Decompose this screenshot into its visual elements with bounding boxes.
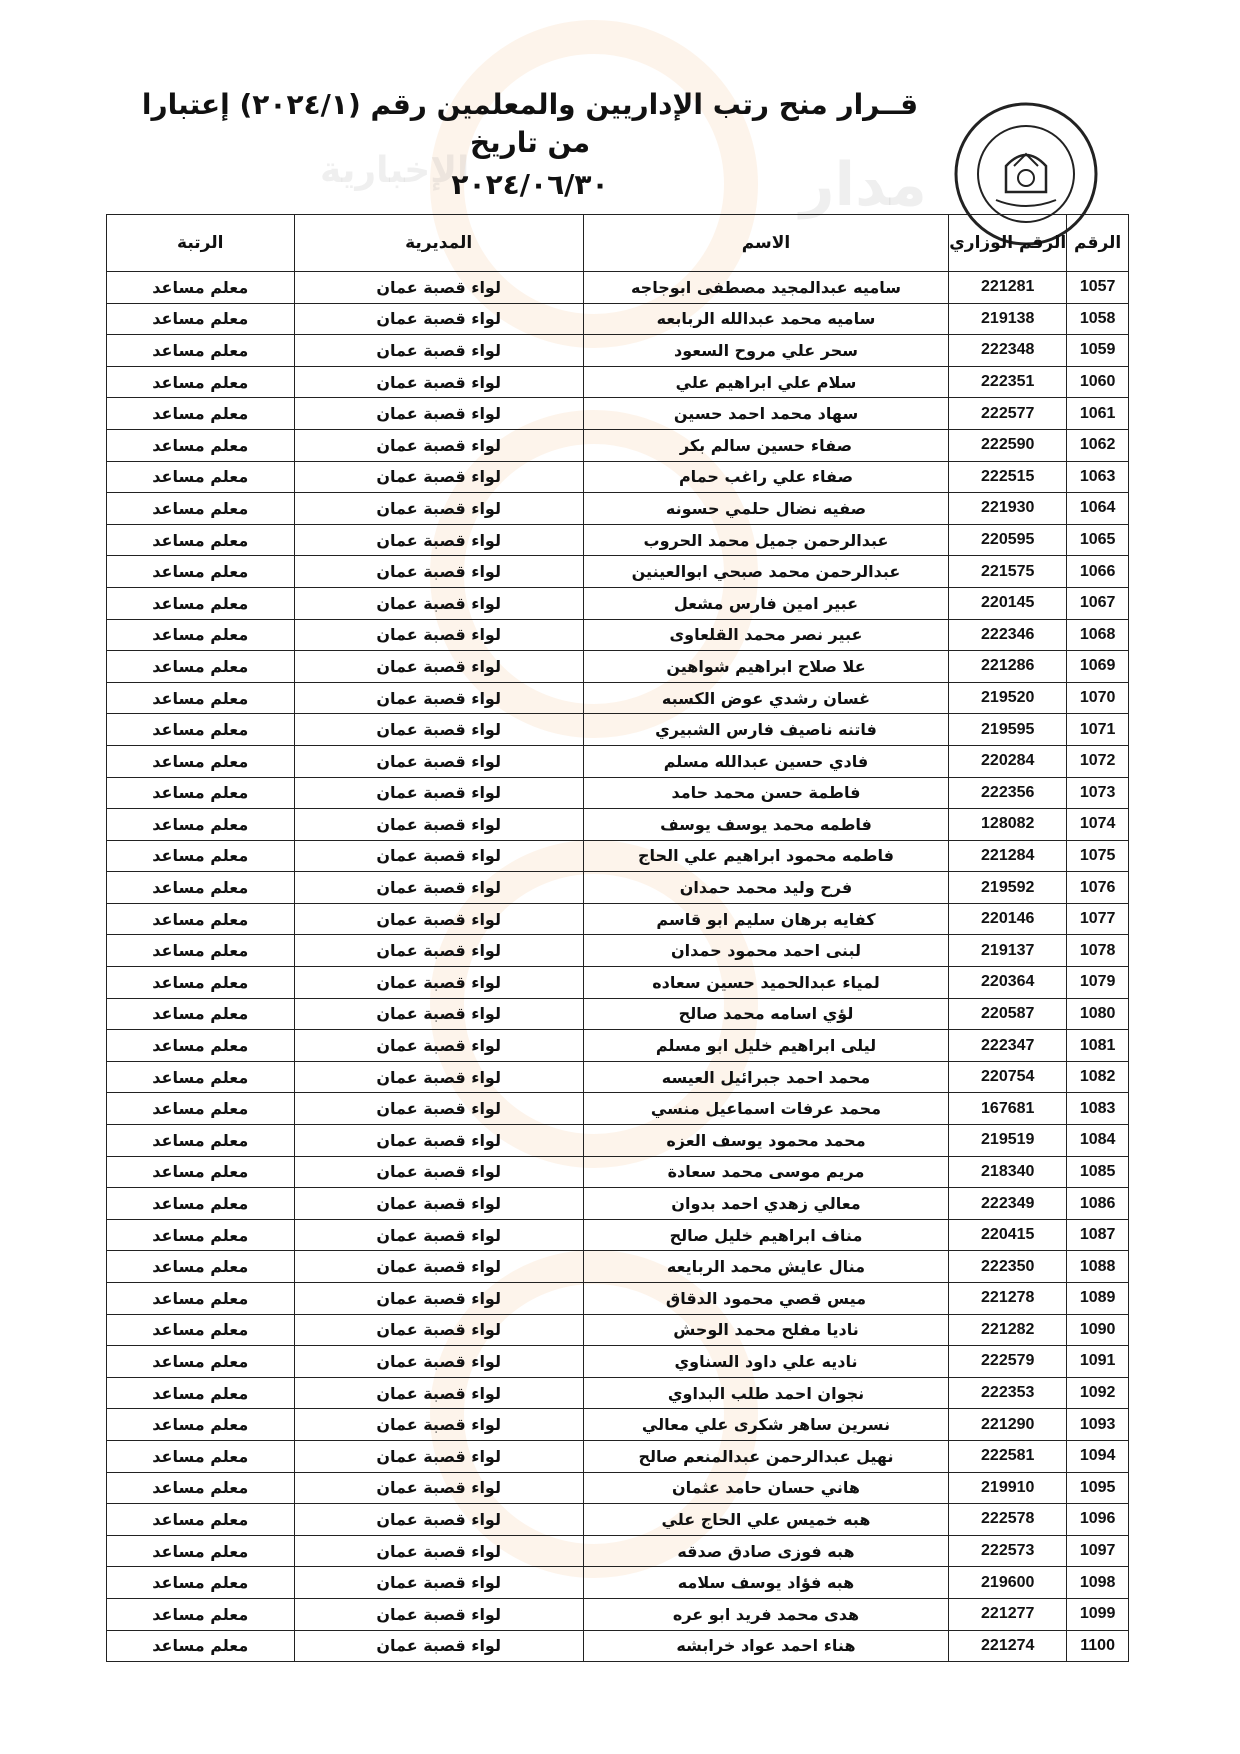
row-rank: معلم مساعد [107, 1093, 295, 1125]
row-ministry-no: 222348 [949, 335, 1067, 367]
row-ministry-no: 222350 [949, 1251, 1067, 1283]
row-rank: معلم مساعد [107, 272, 295, 304]
row-name: فاتنه ناصيف فارس الشبيري [583, 714, 948, 746]
row-rank: معلم مساعد [107, 1440, 295, 1472]
row-no: 1096 [1067, 1504, 1129, 1536]
row-ministry-no: 222515 [949, 461, 1067, 493]
row-rank: معلم مساعد [107, 840, 295, 872]
row-no: 1095 [1067, 1472, 1129, 1504]
row-rank: معلم مساعد [107, 1567, 295, 1599]
row-name: ليلى ابراهيم خليل ابو مسلم [583, 1030, 948, 1062]
row-directorate: لواء قصبة عمان [294, 1093, 583, 1125]
row-ministry-no: 221282 [949, 1314, 1067, 1346]
col-header-directorate: المديرية [294, 215, 583, 272]
row-no: 1078 [1067, 935, 1129, 967]
row-ministry-no: 222581 [949, 1440, 1067, 1472]
row-name: هناء احمد عواد خرابشه [583, 1630, 948, 1662]
row-no: 1077 [1067, 903, 1129, 935]
table-row [107, 1440, 1129, 1472]
table-row [107, 1377, 1129, 1409]
row-name: عبير امين فارس مشعل [583, 587, 948, 619]
row-directorate: لواء قصبة عمان [294, 714, 583, 746]
row-ministry-no: 221281 [949, 272, 1067, 304]
row-directorate: لواء قصبة عمان [294, 429, 583, 461]
col-header-ministry-no: الرقم الوزاري [949, 215, 1067, 272]
row-ministry-no: 220754 [949, 1061, 1067, 1093]
row-ministry-no: 222573 [949, 1535, 1067, 1567]
row-no: 1059 [1067, 335, 1129, 367]
row-ministry-no: 221575 [949, 556, 1067, 588]
table-row [107, 335, 1129, 367]
row-directorate: لواء قصبة عمان [294, 1030, 583, 1062]
table-row [107, 1504, 1129, 1536]
row-no: 1075 [1067, 840, 1129, 872]
row-rank: معلم مساعد [107, 682, 295, 714]
row-name: ساميه عبدالمجيد مصطفى ابوجاجه [583, 272, 948, 304]
table-row [107, 366, 1129, 398]
row-no: 1064 [1067, 493, 1129, 525]
row-ministry-no: 221930 [949, 493, 1067, 525]
row-name: محمد احمد جبرائيل العيسه [583, 1061, 948, 1093]
row-ministry-no: 221290 [949, 1409, 1067, 1441]
row-rank: معلم مساعد [107, 1535, 295, 1567]
row-directorate: لواء قصبة عمان [294, 1314, 583, 1346]
row-ministry-no: 219595 [949, 714, 1067, 746]
row-directorate: لواء قصبة عمان [294, 1409, 583, 1441]
col-header-no: الرقم [1067, 215, 1129, 272]
row-name: نجوان احمد طلب البداوي [583, 1377, 948, 1409]
row-no: 1076 [1067, 872, 1129, 904]
row-directorate: لواء قصبة عمان [294, 524, 583, 556]
col-header-name: الاسم [583, 215, 948, 272]
row-no: 1062 [1067, 429, 1129, 461]
row-no: 1071 [1067, 714, 1129, 746]
watermark-text: الإخبارية [320, 150, 470, 191]
table-row [107, 1251, 1129, 1283]
row-ministry-no: 222356 [949, 777, 1067, 809]
row-name: نهيل عبدالرحمن عبدالمنعم صالح [583, 1440, 948, 1472]
table-row [107, 840, 1129, 872]
row-directorate: لواء قصبة عمان [294, 1283, 583, 1315]
row-ministry-no: 219137 [949, 935, 1067, 967]
row-name: علا صلاح ابراهيم شواهين [583, 651, 948, 683]
row-no: 1066 [1067, 556, 1129, 588]
table-row [107, 272, 1129, 304]
table-row [107, 1409, 1129, 1441]
row-no: 1097 [1067, 1535, 1129, 1567]
row-ministry-no: 222579 [949, 1346, 1067, 1378]
row-no: 1060 [1067, 366, 1129, 398]
row-no: 1079 [1067, 967, 1129, 999]
row-name: لبنى احمد محمود حمدان [583, 935, 948, 967]
row-ministry-no: 220587 [949, 998, 1067, 1030]
table-row [107, 777, 1129, 809]
row-no: 1087 [1067, 1219, 1129, 1251]
row-rank: معلم مساعد [107, 1346, 295, 1378]
row-no: 1072 [1067, 745, 1129, 777]
row-no: 1094 [1067, 1440, 1129, 1472]
row-ministry-no: 219519 [949, 1125, 1067, 1157]
row-name: عبير نصر محمد القلعاوى [583, 619, 948, 651]
table-row [107, 903, 1129, 935]
row-rank: معلم مساعد [107, 809, 295, 841]
row-ministry-no: 222578 [949, 1504, 1067, 1536]
row-directorate: لواء قصبة عمان [294, 1630, 583, 1662]
row-ministry-no: 220284 [949, 745, 1067, 777]
table-row [107, 1061, 1129, 1093]
row-no: 1082 [1067, 1061, 1129, 1093]
row-name: سلام علي ابراهيم علي [583, 366, 948, 398]
row-no: 1069 [1067, 651, 1129, 683]
watermark-text: مدار [800, 150, 927, 220]
row-no: 1057 [1067, 272, 1129, 304]
row-name: هاني حسان حامد عثمان [583, 1472, 948, 1504]
row-directorate: لواء قصبة عمان [294, 651, 583, 683]
row-no: 1083 [1067, 1093, 1129, 1125]
table-row [107, 556, 1129, 588]
row-rank: معلم مساعد [107, 1125, 295, 1157]
row-directorate: لواء قصبة عمان [294, 935, 583, 967]
row-no: 1084 [1067, 1125, 1129, 1157]
table-row [107, 998, 1129, 1030]
table-row [107, 1598, 1129, 1630]
ranks-table [106, 214, 1129, 1662]
row-ministry-no: 219910 [949, 1472, 1067, 1504]
row-directorate: لواء قصبة عمان [294, 1504, 583, 1536]
row-ministry-no: 221286 [949, 651, 1067, 683]
row-ministry-no: 221278 [949, 1283, 1067, 1315]
table-row [107, 1314, 1129, 1346]
row-ministry-no: 128082 [949, 809, 1067, 841]
row-name: هبه فؤاد يوسف سلامه [583, 1567, 948, 1599]
table-row [107, 745, 1129, 777]
row-ministry-no: 220145 [949, 587, 1067, 619]
row-directorate: لواء قصبة عمان [294, 335, 583, 367]
table-row [107, 651, 1129, 683]
row-name: معالي زهدي احمد بدوان [583, 1188, 948, 1220]
row-directorate: لواء قصبة عمان [294, 1251, 583, 1283]
row-ministry-no: 222577 [949, 398, 1067, 430]
row-rank: معلم مساعد [107, 493, 295, 525]
row-ministry-no: 222347 [949, 1030, 1067, 1062]
table-row [107, 1472, 1129, 1504]
table-row [107, 303, 1129, 335]
row-rank: معلم مساعد [107, 1630, 295, 1662]
table-row [107, 493, 1129, 525]
row-rank: معلم مساعد [107, 872, 295, 904]
row-rank: معلم مساعد [107, 777, 295, 809]
row-no: 1092 [1067, 1377, 1129, 1409]
row-no: 1089 [1067, 1283, 1129, 1315]
row-name: فرح وليد محمد حمدان [583, 872, 948, 904]
row-rank: معلم مساعد [107, 998, 295, 1030]
row-directorate: لواء قصبة عمان [294, 1346, 583, 1378]
row-ministry-no: 221284 [949, 840, 1067, 872]
row-rank: معلم مساعد [107, 745, 295, 777]
document-title [140, 86, 920, 204]
row-rank: معلم مساعد [107, 1188, 295, 1220]
row-no: 1058 [1067, 303, 1129, 335]
row-name: فاطمه محمد يوسف يوسف [583, 809, 948, 841]
table-row [107, 682, 1129, 714]
row-rank: معلم مساعد [107, 335, 295, 367]
col-header-rank: الرتبة [107, 215, 295, 272]
row-rank: معلم مساعد [107, 429, 295, 461]
row-rank: معلم مساعد [107, 1061, 295, 1093]
row-directorate: لواء قصبة عمان [294, 1598, 583, 1630]
row-directorate: لواء قصبة عمان [294, 619, 583, 651]
row-no: 1067 [1067, 587, 1129, 619]
table-row [107, 1125, 1129, 1157]
row-rank: معلم مساعد [107, 461, 295, 493]
row-ministry-no: 221277 [949, 1598, 1067, 1630]
row-rank: معلم مساعد [107, 1598, 295, 1630]
table-row [107, 1535, 1129, 1567]
row-name: سهاد محمد احمد حسين [583, 398, 948, 430]
row-name: لؤي اسامه محمد صالح [583, 998, 948, 1030]
row-name: فاطمه محمود ابراهيم علي الحاج [583, 840, 948, 872]
table-row [107, 587, 1129, 619]
row-no: 1073 [1067, 777, 1129, 809]
table-row [107, 1188, 1129, 1220]
row-ministry-no: 222349 [949, 1188, 1067, 1220]
row-directorate: لواء قصبة عمان [294, 366, 583, 398]
row-ministry-no: 220146 [949, 903, 1067, 935]
row-ministry-no: 220364 [949, 967, 1067, 999]
table-row [107, 967, 1129, 999]
row-directorate: لواء قصبة عمان [294, 872, 583, 904]
row-name: عبدالرحمن محمد صبحي ابوالعينين [583, 556, 948, 588]
row-rank: معلم مساعد [107, 303, 295, 335]
row-ministry-no: 222351 [949, 366, 1067, 398]
row-name: ساميه محمد عبدالله الربابعه [583, 303, 948, 335]
row-ministry-no: 219600 [949, 1567, 1067, 1599]
row-rank: معلم مساعد [107, 967, 295, 999]
row-directorate: لواء قصبة عمان [294, 1188, 583, 1220]
row-name: لمياء عبدالحميد حسين سعاده [583, 967, 948, 999]
row-no: 1100 [1067, 1630, 1129, 1662]
row-no: 1070 [1067, 682, 1129, 714]
row-no: 1080 [1067, 998, 1129, 1030]
row-directorate: لواء قصبة عمان [294, 587, 583, 619]
row-rank: معلم مساعد [107, 1219, 295, 1251]
row-ministry-no: 222353 [949, 1377, 1067, 1409]
row-rank: معلم مساعد [107, 1504, 295, 1536]
row-no: 1098 [1067, 1567, 1129, 1599]
row-directorate: لواء قصبة عمان [294, 1472, 583, 1504]
table-row [107, 714, 1129, 746]
row-directorate: لواء قصبة عمان [294, 1061, 583, 1093]
row-rank: معلم مساعد [107, 619, 295, 651]
table-row [107, 619, 1129, 651]
row-name: هدى محمد فريد ابو عره [583, 1598, 948, 1630]
table-row [107, 1346, 1129, 1378]
row-ministry-no: 219520 [949, 682, 1067, 714]
row-no: 1085 [1067, 1156, 1129, 1188]
row-rank: معلم مساعد [107, 366, 295, 398]
row-rank: معلم مساعد [107, 1156, 295, 1188]
row-no: 1090 [1067, 1314, 1129, 1346]
table-row [107, 872, 1129, 904]
row-no: 1099 [1067, 1598, 1129, 1630]
row-name: غسان رشدي عوض الكسبه [583, 682, 948, 714]
row-directorate: لواء قصبة عمان [294, 1219, 583, 1251]
row-ministry-no: 222590 [949, 429, 1067, 461]
row-directorate: لواء قصبة عمان [294, 777, 583, 809]
table-row [107, 1030, 1129, 1062]
row-directorate: لواء قصبة عمان [294, 493, 583, 525]
row-rank: معلم مساعد [107, 903, 295, 935]
row-rank: معلم مساعد [107, 556, 295, 588]
title-date: ٢٠٢٤/٠٦/٣٠ [451, 168, 609, 201]
row-directorate: لواء قصبة عمان [294, 1440, 583, 1472]
table-row [107, 809, 1129, 841]
row-directorate: لواء قصبة عمان [294, 809, 583, 841]
row-no: 1068 [1067, 619, 1129, 651]
row-name: فادي حسين عبدالله مسلم [583, 745, 948, 777]
row-name: صفاء علي راغب حمام [583, 461, 948, 493]
row-ministry-no: 221274 [949, 1630, 1067, 1662]
row-name: مريم موسى محمد سعادة [583, 1156, 948, 1188]
row-directorate: لواء قصبة عمان [294, 1125, 583, 1157]
table-body [107, 272, 1129, 1662]
row-ministry-no: 220595 [949, 524, 1067, 556]
row-ministry-no: 219592 [949, 872, 1067, 904]
row-rank: معلم مساعد [107, 524, 295, 556]
row-rank: معلم مساعد [107, 1377, 295, 1409]
row-rank: معلم مساعد [107, 714, 295, 746]
row-rank: معلم مساعد [107, 651, 295, 683]
row-name: نسرين ساهر شكرى علي معالي [583, 1409, 948, 1441]
table-row [107, 429, 1129, 461]
row-directorate: لواء قصبة عمان [294, 1377, 583, 1409]
row-rank: معلم مساعد [107, 1314, 295, 1346]
row-directorate: لواء قصبة عمان [294, 461, 583, 493]
row-directorate: لواء قصبة عمان [294, 967, 583, 999]
row-no: 1061 [1067, 398, 1129, 430]
row-ministry-no: 218340 [949, 1156, 1067, 1188]
row-directorate: لواء قصبة عمان [294, 840, 583, 872]
table-row [107, 1093, 1129, 1125]
row-rank: معلم مساعد [107, 1472, 295, 1504]
row-directorate: لواء قصبة عمان [294, 1567, 583, 1599]
row-no: 1088 [1067, 1251, 1129, 1283]
row-directorate: لواء قصبة عمان [294, 1535, 583, 1567]
row-no: 1093 [1067, 1409, 1129, 1441]
row-rank: معلم مساعد [107, 1251, 295, 1283]
title-line-1: قــرار منح رتب الإداريين والمعلمين رقم (٢٠٢٤/١) إعتبارا من تاريخ [141, 88, 919, 159]
row-rank: معلم مساعد [107, 587, 295, 619]
row-directorate: لواء قصبة عمان [294, 556, 583, 588]
row-no: 1074 [1067, 809, 1129, 841]
row-name: صفيه نضال حلمي حسونه [583, 493, 948, 525]
table-row [107, 524, 1129, 556]
row-name: محمد عرفات اسماعيل منسي [583, 1093, 948, 1125]
row-ministry-no: 219138 [949, 303, 1067, 335]
table-row [107, 1219, 1129, 1251]
table-row [107, 461, 1129, 493]
row-directorate: لواء قصبة عمان [294, 1156, 583, 1188]
row-name: مناف ابراهيم خليل صالح [583, 1219, 948, 1251]
row-name: منال عايش محمد الربايعه [583, 1251, 948, 1283]
row-no: 1081 [1067, 1030, 1129, 1062]
row-name: ناديه علي داود السناوي [583, 1346, 948, 1378]
row-name: فاطمة حسن محمد حامد [583, 777, 948, 809]
row-directorate: لواء قصبة عمان [294, 398, 583, 430]
row-name: ميس قصي محمود الدقاق [583, 1283, 948, 1315]
table-row [107, 398, 1129, 430]
row-name: كفايه برهان سليم ابو قاسم [583, 903, 948, 935]
row-name: صفاء حسين سالم بكر [583, 429, 948, 461]
row-ministry-no: 222346 [949, 619, 1067, 651]
table-header-row [107, 215, 1129, 272]
row-name: سحر علي مروح السعود [583, 335, 948, 367]
table-row [107, 1283, 1129, 1315]
row-rank: معلم مساعد [107, 1283, 295, 1315]
row-directorate: لواء قصبة عمان [294, 303, 583, 335]
row-rank: معلم مساعد [107, 1409, 295, 1441]
row-no: 1065 [1067, 524, 1129, 556]
row-rank: معلم مساعد [107, 1030, 295, 1062]
row-name: هبه خميس علي الحاج علي [583, 1504, 948, 1536]
row-name: هبه فوزى صادق صدقه [583, 1535, 948, 1567]
table-row [107, 1630, 1129, 1662]
row-directorate: لواء قصبة عمان [294, 903, 583, 935]
row-ministry-no: 167681 [949, 1093, 1067, 1125]
row-name: ناديا مفلح محمد الوحش [583, 1314, 948, 1346]
row-rank: معلم مساعد [107, 935, 295, 967]
row-name: محمد محمود يوسف العزه [583, 1125, 948, 1157]
row-no: 1091 [1067, 1346, 1129, 1378]
table-row [107, 935, 1129, 967]
row-directorate: لواء قصبة عمان [294, 272, 583, 304]
row-no: 1086 [1067, 1188, 1129, 1220]
row-no: 1063 [1067, 461, 1129, 493]
row-name: عبدالرحمن جميل محمد الحروب [583, 524, 948, 556]
table-row [107, 1567, 1129, 1599]
row-directorate: لواء قصبة عمان [294, 745, 583, 777]
table-row [107, 1156, 1129, 1188]
row-directorate: لواء قصبة عمان [294, 682, 583, 714]
row-ministry-no: 220415 [949, 1219, 1067, 1251]
row-rank: معلم مساعد [107, 398, 295, 430]
row-directorate: لواء قصبة عمان [294, 998, 583, 1030]
